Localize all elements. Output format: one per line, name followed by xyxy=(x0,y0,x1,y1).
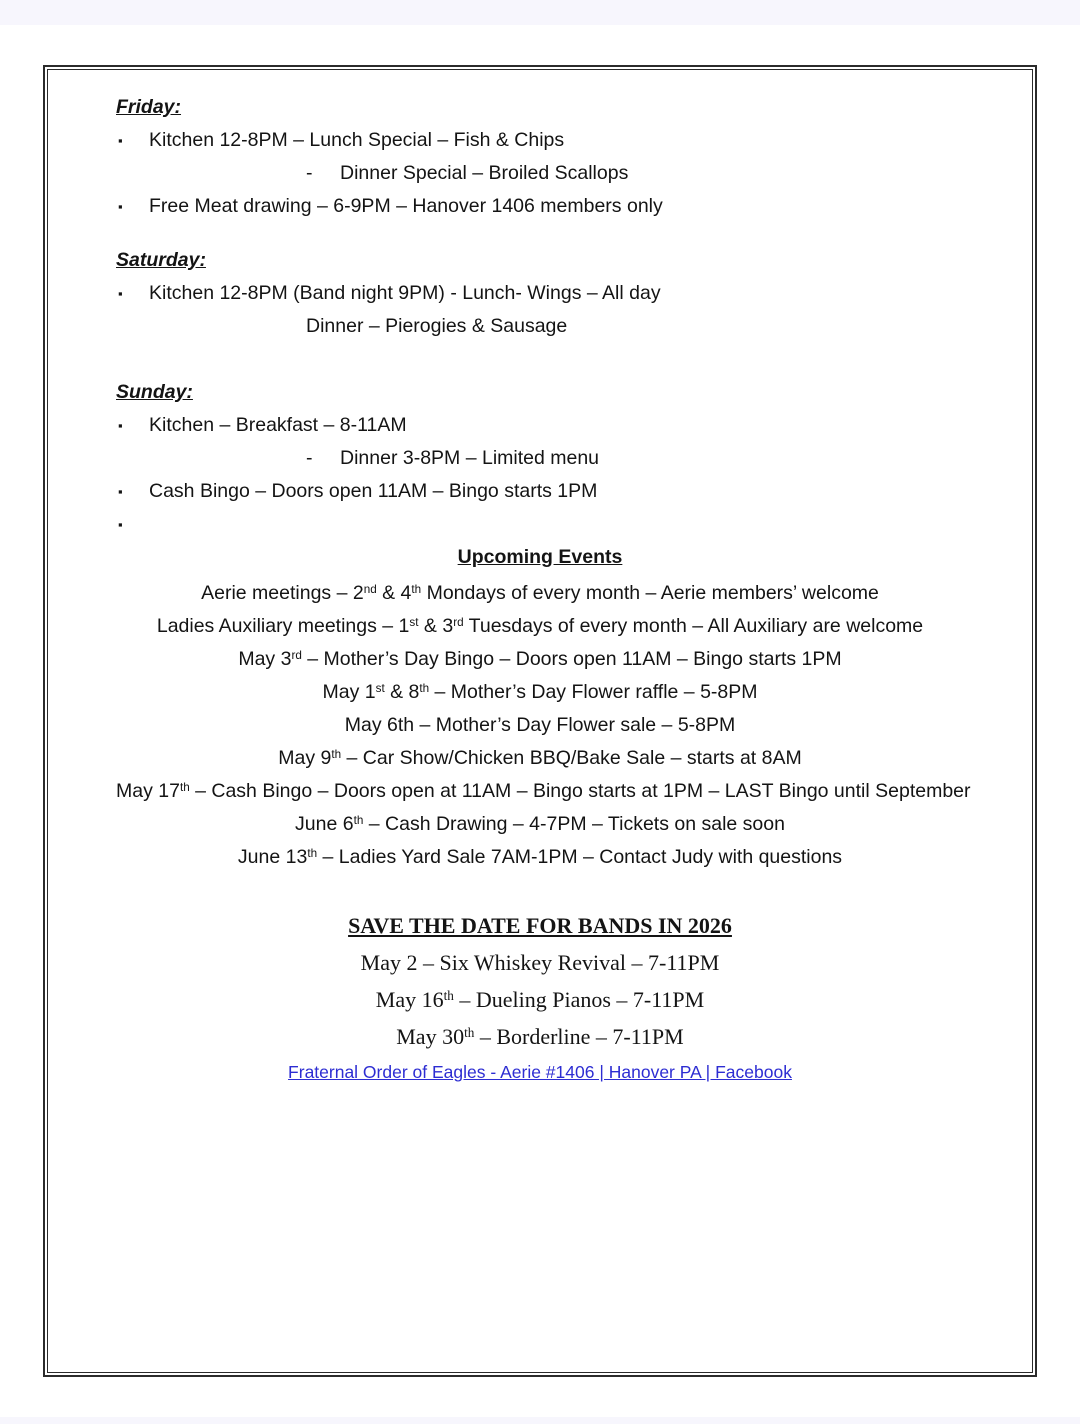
bands-section xyxy=(116,907,964,1055)
bullet-icon: ▪ xyxy=(118,199,123,214)
bullet-icon: ▪ xyxy=(118,133,123,148)
event-line: May 1st & 8th – Mother’s Day Flower raffle – 5-8PM xyxy=(322,681,758,703)
spacer xyxy=(116,343,964,376)
band-event-line: May 2 – Six Whiskey Revival – 7-11PM xyxy=(360,950,720,975)
page-border-frame xyxy=(43,65,1037,1377)
event-line: May 9th – Car Show/Chicken BBQ/Bake Sale – starts at 8AM xyxy=(278,747,802,769)
bullet-icon: ▪ xyxy=(118,418,123,433)
top-page-band xyxy=(0,0,1080,25)
list-item-text: Dinner Special – Broiled Scallops xyxy=(340,162,629,184)
document-content xyxy=(48,70,1032,1087)
band-event-line: May 30th – Borderline – 7-11PM xyxy=(396,1024,684,1049)
list-item-empty xyxy=(116,508,964,541)
bottom-page-band xyxy=(0,1417,1080,1424)
page-border-frame-inner xyxy=(47,69,1033,1373)
section-friday xyxy=(116,91,964,223)
list-item-text: Kitchen – Breakfast – 8-11AM xyxy=(149,414,407,436)
list-item-text: Dinner – Pierogies & Sausage xyxy=(306,315,568,337)
spacer xyxy=(116,223,964,244)
bullet-icon: ▪ xyxy=(118,286,123,301)
list-item xyxy=(116,277,964,310)
list-item xyxy=(116,475,964,508)
dash-icon: - xyxy=(306,162,313,184)
event-line: June 13th – Ladies Yard Sale 7AM-1PM – Contact Judy with questions xyxy=(237,846,843,868)
list-item xyxy=(116,190,964,223)
list-item-text: Kitchen 12-8PM – Lunch Special – Fish & Chips xyxy=(149,129,565,151)
event-line: Ladies Auxiliary meetings – 1st & 3rd Tuesdays of every month – All Auxiliary are welcome xyxy=(156,615,924,637)
event-line: May 3rd – Mother’s Day Bingo – Doors open 11AM – Bingo starts 1PM xyxy=(238,648,842,670)
list-item xyxy=(116,124,964,157)
list-item-text: Dinner 3-8PM – Limited menu xyxy=(340,447,600,469)
bands-heading: SAVE THE DATE FOR BANDS IN 2026 xyxy=(348,913,732,938)
footer-link-row xyxy=(116,1057,964,1087)
event-line: June 6th – Cash Drawing – 4-7PM – Tickets on sale soon xyxy=(295,813,785,835)
event-line: Aerie meetings – 2nd & 4th Mondays of every month – Aerie members’ welcome xyxy=(201,582,879,604)
list-item xyxy=(116,310,964,343)
list-item-text: Cash Bingo – Doors open 11AM – Bingo starts 1PM xyxy=(149,480,598,502)
section-sunday xyxy=(116,376,964,541)
list-item-text: Free Meat drawing – 6-9PM – Hanover 1406 members only xyxy=(149,195,663,217)
upcoming-events-heading: Upcoming Events xyxy=(457,546,623,568)
upcoming-events-list xyxy=(116,577,971,874)
day-heading-friday: Friday: xyxy=(116,96,182,118)
list-item xyxy=(116,409,964,442)
band-event-line: May 16th – Dueling Pianos – 7-11PM xyxy=(375,987,705,1012)
bullet-icon: ▪ xyxy=(118,484,123,499)
dash-icon: - xyxy=(306,447,313,469)
section-saturday xyxy=(116,244,964,343)
list-item xyxy=(116,442,964,475)
event-line: May 6th – Mother’s Day Flower sale – 5-8PM xyxy=(344,714,736,736)
bullet-icon: ▪ xyxy=(118,517,123,532)
day-heading-sunday: Sunday: xyxy=(116,381,193,403)
facebook-link[interactable]: Fraternal Order of Eagles - Aerie #1406 | Hanover PA | Facebook xyxy=(288,1062,792,1082)
event-line: May 17th – Cash Bingo – Doors open at 11AM – Bingo starts at 1PM – LAST Bingo until September xyxy=(116,780,971,802)
list-item-text: Kitchen 12-8PM (Band night 9PM) - Lunch- Wings – All day xyxy=(149,282,661,304)
day-heading-saturday: Saturday: xyxy=(116,249,206,271)
list-item xyxy=(116,157,964,190)
